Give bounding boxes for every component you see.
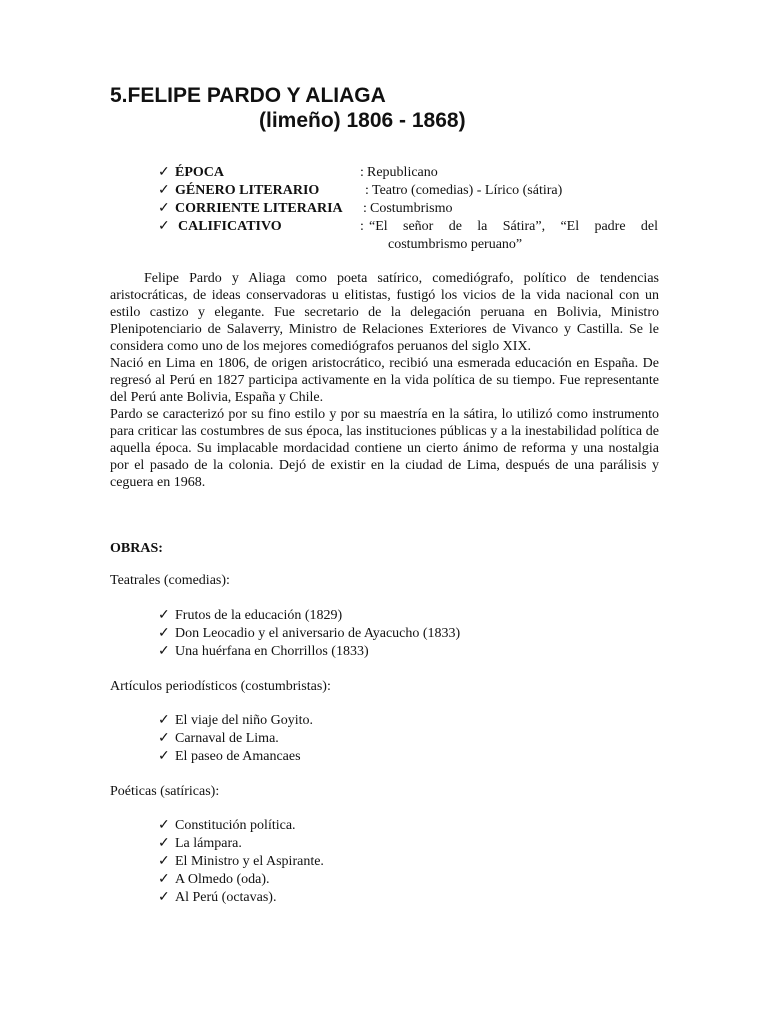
paragraph: Felipe Pardo y Aliaga como poeta satírico, comediógrafo, político de tendencias aristocráticas, de ideas conservadoras u elitistas, fustigó los vicios de la vida nacional con un estilo castizo y elegante. Fue secretario de la delegación peruana en Bolivia, Ministro Plenipotenciario de Salaverry, Ministro de Relaciones Exteriores de Vivanco y Castilla. Se le considera como uno de los mejores comediógrafos peruanos del siglo XIX. bbox=[110, 271, 659, 354]
info-row-epoca bbox=[158, 164, 658, 182]
checkmark-icon: ✓ bbox=[158, 872, 170, 887]
works-category-label: Artículos periodísticos (costumbristas): bbox=[110, 679, 331, 694]
checkmark-icon: ✓ bbox=[158, 201, 170, 216]
checkmark-icon: ✓ bbox=[158, 219, 170, 234]
checkmark-icon: ✓ bbox=[158, 644, 170, 659]
checkmark-icon: ✓ bbox=[158, 608, 170, 623]
info-value-continued: costumbrismo peruano” bbox=[388, 237, 523, 252]
checkmark-icon: ✓ bbox=[158, 749, 170, 764]
works-heading: OBRAS: bbox=[110, 541, 163, 556]
info-row-calificativo bbox=[158, 218, 658, 254]
works-category-label: Teatrales (comedias): bbox=[110, 573, 230, 588]
info-row-corriente bbox=[158, 200, 658, 218]
author-info-list bbox=[158, 164, 658, 254]
biography-text bbox=[110, 270, 659, 491]
page-subtitle: (limeño) 1806 - 1868) bbox=[259, 109, 466, 132]
paragraph: Pardo se caracterizó por su fino estilo y por su maestría en la sátira, lo utilizó como instrumento para criticar las costumbres de sus época, las instituciones públicas y a la inestabilidad política de aquella época. Su implacable mordacidad contiene un cierto ánimo de reforma y una nostalgia por el pasado de la colonia. Dejó de existir en la ciudad de Lima, después de una parálisis y ceguera en 1968. bbox=[110, 407, 659, 490]
info-colon: : bbox=[360, 219, 364, 234]
info-value: Republicano bbox=[367, 165, 438, 180]
paragraph: Nació en Lima en 1806, de origen aristocrático, recibió una esmerada educación en España. De regresó al Perú en 1827 participa activamente en la vida política de su tiempo. Fue representante del Perú ante Bolivia, España y Chile. bbox=[110, 356, 659, 405]
document-page: 5.FELIPE PARDO Y ALIAGA (limeño) 1806 - 1868) ✓ ÉPOCA : Republicano ✓ GÉNERO LITERARIO : Teatro (comedias) - Lírico (sátira) ✓ CORRIENTE LITERARIA : Costumbrismo ✓ CALIFICATIVO : “El señor de la Sátira”, “El padre del costumbrismo peruano” Felipe Pardo y Aliaga como poeta satírico, comediógrafo, político de tendencias aristocráticas, de ideas conservadoras u elitistas, fustigó los vicios de la vida nacional con un estilo castizo y elegante. Fue secretario de la delegación peruana en Bolivia, Ministro Plenipotenciario de Salaverry, Ministro de Relaciones Exteriores de Vivanco y Castilla. Se le considera como uno de los mejores comediógrafos peruanos del siglo XIX. Nació en Lima en 1806, de origen aristocrático, recibió una esmerada educación en España. De regresó al Perú en 1827 participa activamente en la vida política de su tiempo. Fue representante del Perú ante Bolivia, España y Chile. Pardo se caracterizó por su fino estilo y por su maestría en la sátira, lo utilizó como instrumento para criticar las costumbres de sus época, las instituciones públicas y a la inestabilidad política de aquella época. Su implacable mordacidad contiene un cierto ánimo de reforma y una nostalgia por el pasado de la colonia. Dejó de existir en la ciudad de Lima, después de una parálisis y ceguera en 1968. OBRAS: Teatrales (comedias): ✓ Frutos de la educación (1829) ✓ Don Leocadio y el aniversario de Ayacucho (1833) ✓ Una huérfana en Chorrillos (1833) Artículos periodísticos (costumbristas): ✓ El viaje del niño Goyito. ✓ Carnaval de Lima. ✓ El paseo de Amancaes Poéticas (satíricas): ✓ Constitución política. ✓ La lámpara. ✓ El Ministro y el Aspirante. ✓ A Olmedo (oda). ✓ Al Perú (octavas). bbox=[110, 84, 659, 905]
checkmark-icon: ✓ bbox=[158, 890, 170, 905]
works-category-label: Poéticas (satíricas): bbox=[110, 784, 220, 799]
info-colon: : bbox=[360, 165, 364, 180]
checkmark-icon: ✓ bbox=[158, 626, 170, 641]
info-value: Costumbrismo bbox=[370, 201, 453, 216]
checkmark-icon: ✓ bbox=[158, 165, 170, 180]
info-value: Teatro (comedias) - Lírico (sátira) bbox=[372, 183, 563, 198]
checkmark-icon: ✓ bbox=[158, 731, 170, 746]
info-label: GÉNERO LITERARIO bbox=[175, 183, 320, 198]
info-colon: : bbox=[363, 201, 367, 216]
info-label: CALIFICATIVO bbox=[178, 219, 282, 234]
info-value: “El señor de la Sátira”, “El padre del bbox=[369, 219, 658, 234]
checkmark-icon: ✓ bbox=[158, 854, 170, 869]
info-colon: : bbox=[365, 183, 369, 198]
checkmark-icon: ✓ bbox=[158, 818, 170, 833]
checkmark-icon: ✓ bbox=[158, 183, 170, 198]
info-label: ÉPOCA bbox=[175, 165, 224, 180]
info-label: CORRIENTE LITERARIA bbox=[175, 201, 343, 216]
checkmark-icon: ✓ bbox=[158, 713, 170, 728]
info-row-genero bbox=[158, 182, 658, 200]
page-title: 5.FELIPE PARDO Y ALIAGA bbox=[110, 84, 386, 107]
checkmark-icon: ✓ bbox=[158, 836, 170, 851]
